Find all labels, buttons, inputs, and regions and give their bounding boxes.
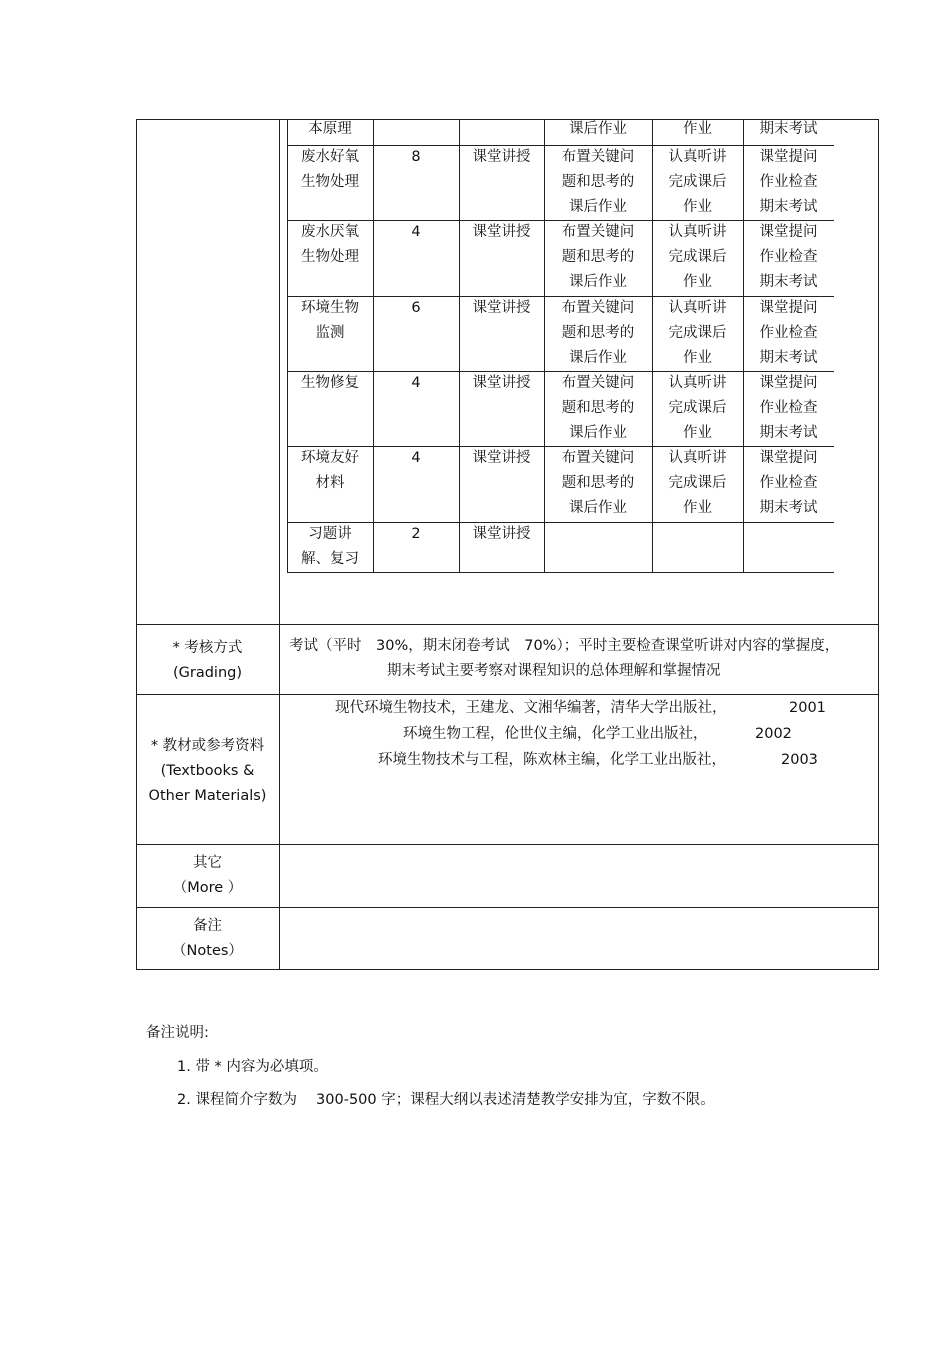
schedule-cell-text: 环境友好 (301, 450, 359, 466)
schedule-cell-text: 完成课后 (668, 400, 727, 416)
schedule-cell-text: 作业检查 (759, 249, 818, 265)
textbook-year: 2003 (781, 752, 818, 768)
schedule-cell-text: 认真听讲 (668, 300, 727, 316)
schedule-cell-text: 监测 (315, 325, 345, 341)
more-label-cn: 其它 (193, 855, 222, 871)
schedule-cell-requirement (652, 220, 743, 296)
schedule-cell-topic (287, 220, 373, 296)
schedule-cell-text: 废水厌氧 (301, 224, 359, 240)
footer-title: 备注说明: (146, 1025, 209, 1041)
textbook-year: 2002 (755, 726, 792, 742)
schedule-cell-text: 课后作业 (569, 500, 627, 516)
schedule-cell-text: 课堂讲授 (472, 526, 531, 542)
schedule-cell-text: 作业 (683, 199, 712, 215)
schedule-cell-text: 课堂提问 (759, 300, 818, 316)
schedule-cell-requirement (652, 296, 743, 371)
schedule-cell-text: 布置关键问 (561, 450, 635, 466)
schedule-cell-text: 课后作业 (569, 350, 627, 366)
schedule-cell-text: 作业检查 (759, 325, 818, 341)
schedule-cell-text: 课堂提问 (759, 375, 818, 391)
schedule-cell-text: 材料 (315, 475, 345, 491)
schedule-cell-text: 课堂提问 (759, 450, 818, 466)
notes-label-en: （Notes） (172, 943, 243, 959)
footer-item-2: 2. 课程简介字数为 300-500 字；课程大纲以表述清楚教学安排为宜，字数不限。 (177, 1092, 715, 1108)
schedule-cell-text: 认真听讲 (668, 149, 727, 165)
schedule-cell-method (459, 371, 544, 446)
textbook-item: 环境生物工程，伦世仪主编，化学工业出版社， (403, 726, 708, 742)
schedule-cell-text: 期末考试 (759, 350, 818, 366)
schedule-cell-assignment (544, 522, 652, 572)
schedule-cell-text: 题和思考的 (561, 249, 635, 265)
schedule-cell-hours (373, 371, 459, 446)
schedule-cell-assignment (544, 220, 652, 296)
schedule-cell-text: 4 (411, 224, 421, 240)
schedule-cell-text: 生物处理 (301, 249, 359, 265)
textbooks-label-en2: Other Materials) (148, 788, 267, 804)
schedule-cell-text: 课堂提问 (759, 149, 818, 165)
schedule-cell-method (459, 296, 544, 371)
schedule-cell-hours (373, 446, 459, 522)
schedule-cell-text: 解、复习 (301, 551, 359, 567)
schedule-cell-text: 完成课后 (668, 475, 727, 491)
schedule-cell-text: 生物处理 (301, 174, 359, 190)
schedule-cell-text: 课堂讲授 (472, 300, 531, 316)
schedule-cell-text: 环境生物 (301, 300, 359, 316)
schedule-cell-text: 课堂提问 (759, 224, 818, 240)
schedule-cell-assignment (544, 117, 652, 143)
schedule-cell-text: 布置关键问 (561, 375, 635, 391)
schedule-row-line (287, 572, 834, 573)
schedule-cell-text: 期末考试 (759, 500, 818, 516)
schedule-cell-hours (373, 522, 459, 572)
schedule-cell-assessment (743, 296, 834, 371)
schedule-cell-text: 完成课后 (668, 249, 727, 265)
schedule-cell-text: 认真听讲 (668, 375, 727, 391)
schedule-cell-text: 完成课后 (668, 174, 727, 190)
schedule-cell-assessment (743, 145, 834, 220)
schedule-cell-text: 认真听讲 (668, 450, 727, 466)
schedule-cell-requirement (652, 371, 743, 446)
schedule-cell-topic (287, 446, 373, 522)
section-divider (136, 844, 879, 845)
schedule-cell-assessment (743, 117, 834, 143)
schedule-cell-text: 完成课后 (668, 325, 727, 341)
schedule-cell-text: 8 (411, 149, 421, 165)
schedule-cell-text: 题和思考的 (561, 400, 635, 416)
schedule-cell-text: 课后作业 (569, 425, 627, 441)
schedule-cell-method (459, 446, 544, 522)
schedule-cell-text: 6 (411, 300, 421, 316)
schedule-cell-text: 课堂讲授 (472, 450, 531, 466)
schedule-cell-text: 布置关键问 (561, 300, 635, 316)
more-label-en: （More ） (172, 880, 243, 896)
schedule-cell-hours (373, 296, 459, 371)
schedule-cell-text: 布置关键问 (561, 149, 635, 165)
schedule-cell-text: 4 (411, 375, 421, 391)
schedule-cell-topic (287, 296, 373, 371)
schedule-cell-text: 期末考试 (759, 199, 818, 215)
schedule-cell-text: 作业检查 (759, 475, 818, 491)
schedule-cell-topic (287, 522, 373, 572)
more-label (136, 851, 279, 901)
section-divider (136, 907, 879, 908)
schedule-cell-method (459, 220, 544, 296)
schedule-cell-text: 4 (411, 450, 421, 466)
textbooks-label-cn: * 教材或参考资料 (150, 738, 265, 754)
schedule-cell-text: 作业 (683, 121, 712, 137)
schedule-cell-assessment (743, 220, 834, 296)
textbook-item: 环境生物技术与工程，陈欢林主编，化学工业出版社， (378, 752, 726, 768)
schedule-cell-assignment (544, 371, 652, 446)
schedule-cell-text: 课后作业 (569, 121, 627, 137)
schedule-cell-requirement (652, 117, 743, 143)
textbook-item: 现代环境生物技术，王建龙、文湘华编著，清华大学出版社， (335, 700, 727, 716)
schedule-cell-hours (373, 220, 459, 296)
textbooks-label-en1: (Textbooks & (160, 763, 255, 779)
grading-label (136, 636, 279, 686)
schedule-cell-requirement (652, 522, 743, 572)
schedule-cell-text: 作业检查 (759, 174, 818, 190)
textbooks-label (136, 734, 279, 809)
schedule-cell-text: 作业 (683, 425, 712, 441)
schedule-cell-text: 课后作业 (569, 199, 627, 215)
schedule-cell-topic (287, 145, 373, 220)
footer-item-1: 1. 带 * 内容为必填项。 (177, 1059, 328, 1075)
notes-label (136, 914, 279, 964)
schedule-cell-requirement (652, 145, 743, 220)
schedule-cell-method (459, 145, 544, 220)
grading-text-line2: 期末考试主要考察对课程知识的总体理解和掌握情况 (387, 663, 721, 679)
grading-text-line1: 考试（平时 30%，期末闭卷考试 70%）；平时主要检查课堂听讲对内容的掌握度， (289, 638, 840, 654)
grading-label-cn: * 考核方式 (172, 640, 243, 656)
schedule-cell-text: 题和思考的 (561, 475, 635, 491)
schedule-cell-text: 布置关键问 (561, 224, 635, 240)
schedule-cell-text: 废水好氧 (301, 149, 359, 165)
grading-label-en: (Grading) (172, 665, 243, 681)
schedule-cell-text: 期末考试 (759, 274, 818, 290)
schedule-cell-assignment (544, 145, 652, 220)
schedule-cell-assessment (743, 371, 834, 446)
schedule-cell-hours (373, 117, 459, 143)
schedule-cell-text: 本原理 (308, 121, 352, 137)
schedule-cell-topic (287, 371, 373, 446)
schedule-cell-text: 课堂讲授 (472, 375, 531, 391)
schedule-cell-assessment (743, 446, 834, 522)
schedule-cell-text: 课堂讲授 (472, 224, 531, 240)
schedule-cell-assignment (544, 446, 652, 522)
schedule-cell-assignment (544, 296, 652, 371)
section-divider (136, 624, 879, 625)
schedule-cell-text: 课堂讲授 (472, 149, 531, 165)
schedule-cell-text: 作业检查 (759, 400, 818, 416)
schedule-table (0, 0, 950, 600)
schedule-cell-text: 期末考试 (759, 121, 818, 137)
schedule-cell-text: 作业 (683, 500, 712, 516)
schedule-cell-text: 习题讲 (308, 526, 352, 542)
schedule-cell-text: 题和思考的 (561, 325, 635, 341)
schedule-cell-method (459, 522, 544, 572)
schedule-cell-text: 认真听讲 (668, 224, 727, 240)
notes-label-cn: 备注 (193, 918, 222, 934)
schedule-cell-method (459, 117, 544, 143)
schedule-cell-assessment (743, 522, 834, 572)
schedule-cell-requirement (652, 446, 743, 522)
schedule-cell-text: 2 (411, 526, 421, 542)
schedule-cell-topic (287, 117, 373, 143)
schedule-cell-text: 课后作业 (569, 274, 627, 290)
schedule-cell-text: 生物修复 (301, 375, 359, 391)
schedule-cell-text: 题和思考的 (561, 174, 635, 190)
schedule-cell-text: 作业 (683, 350, 712, 366)
schedule-cell-text: 作业 (683, 274, 712, 290)
schedule-cell-text: 期末考试 (759, 425, 818, 441)
schedule-cell-hours (373, 145, 459, 220)
textbook-year: 2001 (789, 700, 826, 716)
